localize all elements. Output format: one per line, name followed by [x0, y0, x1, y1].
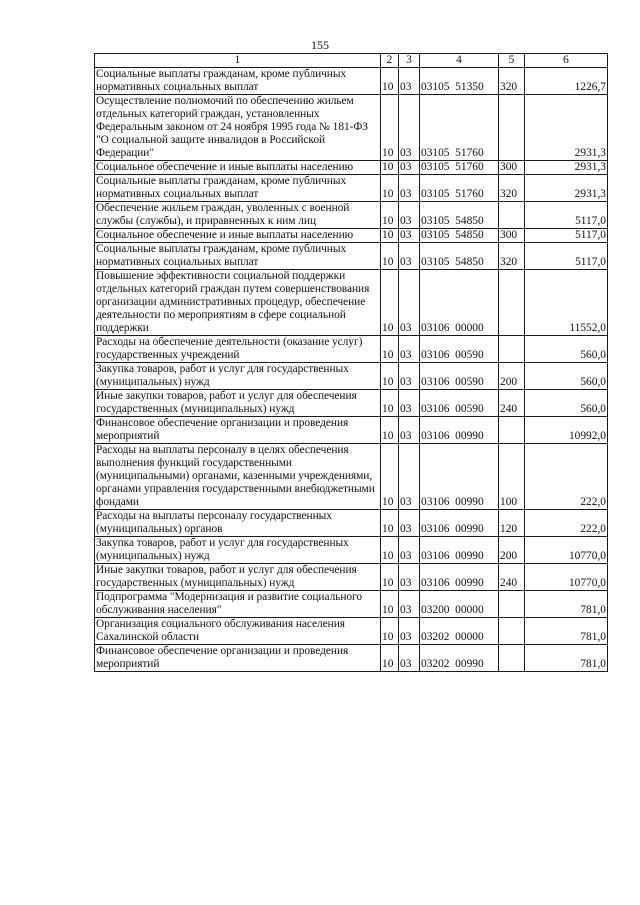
row-expense-type: 240	[499, 390, 525, 417]
table-row	[95, 229, 608, 243]
row-subsection: 03	[399, 95, 420, 161]
row-target-article: 03106 00990	[420, 537, 499, 564]
row-name: Закупка товаров, работ и услуг для государственных (муниципальных) нужд	[95, 363, 381, 390]
row-amount: 781,0	[525, 591, 608, 618]
row-section: 10	[381, 591, 399, 618]
row-subsection: 03	[399, 363, 420, 390]
header-col-5: 5	[499, 54, 525, 68]
row-subsection: 03	[399, 417, 420, 444]
row-subsection: 03	[399, 202, 420, 229]
row-section: 10	[381, 161, 399, 175]
header-col-3: 3	[399, 54, 420, 68]
row-section: 10	[381, 417, 399, 444]
table-row	[95, 202, 608, 229]
row-name: Иные закупки товаров, работ и услуг для обеспечения государственных (муниципальных) нужд	[95, 564, 381, 591]
row-target-article: 03202 00990	[420, 645, 499, 672]
row-subsection: 03	[399, 390, 420, 417]
row-amount: 560,0	[525, 390, 608, 417]
row-expense-type: 240	[499, 564, 525, 591]
row-expense-type: 300	[499, 229, 525, 243]
row-expense-type: 320	[499, 175, 525, 202]
row-subsection: 03	[399, 618, 420, 645]
row-amount: 1226,7	[525, 68, 608, 95]
row-target-article: 03105 51350	[420, 68, 499, 95]
row-section: 10	[381, 564, 399, 591]
row-amount: 10770,0	[525, 537, 608, 564]
row-name: Финансовое обеспечение организации и проведения мероприятий	[95, 417, 381, 444]
row-name: Социальные выплаты гражданам, кроме публичных нормативных социальных выплат	[95, 175, 381, 202]
row-section: 10	[381, 68, 399, 95]
row-name: Социальные выплаты гражданам, кроме публичных нормативных социальных выплат	[95, 68, 381, 95]
header-col-1: 1	[95, 54, 381, 68]
row-expense-type	[499, 618, 525, 645]
row-expense-type	[499, 417, 525, 444]
row-section: 10	[381, 645, 399, 672]
row-section: 10	[381, 618, 399, 645]
row-name: Финансовое обеспечение организации и проведения мероприятий	[95, 645, 381, 672]
row-section: 10	[381, 336, 399, 363]
row-amount: 5117,0	[525, 229, 608, 243]
row-target-article: 03106 00590	[420, 336, 499, 363]
row-section: 10	[381, 363, 399, 390]
row-amount: 5117,0	[525, 202, 608, 229]
row-expense-type: 100	[499, 444, 525, 510]
row-expense-type	[499, 95, 525, 161]
row-subsection: 03	[399, 537, 420, 564]
table-row	[95, 175, 608, 202]
table-row	[95, 591, 608, 618]
row-name: Социальное обеспечение и иные выплаты населению	[95, 229, 381, 243]
row-target-article: 03200 00000	[420, 591, 499, 618]
row-amount: 222,0	[525, 444, 608, 510]
row-expense-type: 320	[499, 243, 525, 270]
table-row	[95, 645, 608, 672]
row-name: Расходы на выплаты персоналу в целях обеспечения выполнения функций государственными (муниципальными) органами, казенными учреждениями, органами управления государственными внебюджетными фондами	[95, 444, 381, 510]
row-expense-type: 200	[499, 537, 525, 564]
row-amount: 560,0	[525, 363, 608, 390]
row-subsection: 03	[399, 229, 420, 243]
table-row	[95, 390, 608, 417]
table-row	[95, 537, 608, 564]
table-row	[95, 336, 608, 363]
header-row	[95, 54, 608, 68]
row-amount: 5117,0	[525, 243, 608, 270]
row-expense-type: 200	[499, 363, 525, 390]
table-row	[95, 363, 608, 390]
row-subsection: 03	[399, 336, 420, 363]
row-amount: 2931,3	[525, 175, 608, 202]
table-row	[95, 618, 608, 645]
table-row	[95, 510, 608, 537]
table-row	[95, 161, 608, 175]
row-expense-type	[499, 645, 525, 672]
row-target-article: 03105 51760	[420, 95, 499, 161]
row-subsection: 03	[399, 591, 420, 618]
row-subsection: 03	[399, 68, 420, 95]
row-subsection: 03	[399, 270, 420, 336]
row-expense-type: 320	[499, 68, 525, 95]
row-amount: 781,0	[525, 645, 608, 672]
table-row	[95, 564, 608, 591]
row-target-article: 03105 51760	[420, 161, 499, 175]
row-section: 10	[381, 390, 399, 417]
row-name: Расходы на выплаты персоналу государственных (муниципальных) органов	[95, 510, 381, 537]
header-col-6: 6	[525, 54, 608, 68]
row-name: Иные закупки товаров, работ и услуг для обеспечения государственных (муниципальных) нужд	[95, 390, 381, 417]
row-expense-type: 300	[499, 161, 525, 175]
row-target-article: 03202 00000	[420, 618, 499, 645]
header-col-2: 2	[381, 54, 399, 68]
row-target-article: 03105 54850	[420, 202, 499, 229]
table-row	[95, 68, 608, 95]
row-name: Расходы на обеспечение деятельности (оказание услуг) государственных учреждений	[95, 336, 381, 363]
row-subsection: 03	[399, 645, 420, 672]
header-col-4: 4	[420, 54, 499, 68]
row-section: 10	[381, 243, 399, 270]
row-name: Подпрограмма "Модернизация и развитие социального обслуживания населения"	[95, 591, 381, 618]
table-row	[95, 95, 608, 161]
row-section: 10	[381, 175, 399, 202]
row-section: 10	[381, 229, 399, 243]
row-target-article: 03105 51760	[420, 175, 499, 202]
row-name: Закупка товаров, работ и услуг для государственных (муниципальных) нужд	[95, 537, 381, 564]
row-target-article: 03106 00590	[420, 390, 499, 417]
row-amount: 560,0	[525, 336, 608, 363]
table-row	[95, 243, 608, 270]
row-target-article: 03106 00990	[420, 417, 499, 444]
row-amount: 2931,3	[525, 161, 608, 175]
row-name: Повышение эффективности социальной поддержки отдельных категорий граждан путем совершенствования организации административных процедур, обеспечение деятельности по мероприятиям в сфере социальной поддержки	[95, 270, 381, 336]
row-target-article: 03106 00990	[420, 510, 499, 537]
row-expense-type	[499, 591, 525, 618]
row-section: 10	[381, 510, 399, 537]
row-expense-type	[499, 336, 525, 363]
row-subsection: 03	[399, 175, 420, 202]
row-amount: 10770,0	[525, 564, 608, 591]
row-subsection: 03	[399, 564, 420, 591]
row-target-article: 03106 00990	[420, 564, 499, 591]
row-subsection: 03	[399, 444, 420, 510]
row-section: 10	[381, 270, 399, 336]
row-name: Социальные выплаты гражданам, кроме публичных нормативных социальных выплат	[95, 243, 381, 270]
row-subsection: 03	[399, 510, 420, 537]
row-name: Осуществление полномочий по обеспечению жильем отдельных категорий граждан, установленных Федеральным законом от 24 ноября 1995 года № 181-ФЗ "О социальной защите инвалидов в Российской Федерации"	[95, 95, 381, 161]
row-expense-type	[499, 270, 525, 336]
row-target-article: 03105 54850	[420, 229, 499, 243]
row-amount: 222,0	[525, 510, 608, 537]
row-section: 10	[381, 444, 399, 510]
row-name: Обеспечение жильем граждан, уволенных с военной службы (службы), и приравненных к ним лиц	[95, 202, 381, 229]
row-name: Социальное обеспечение и иные выплаты населению	[95, 161, 381, 175]
table-row	[95, 444, 608, 510]
row-subsection: 03	[399, 243, 420, 270]
row-expense-type: 120	[499, 510, 525, 537]
budget-table	[94, 53, 608, 672]
row-amount: 11552,0	[525, 270, 608, 336]
row-section: 10	[381, 202, 399, 229]
row-amount: 2931,3	[525, 95, 608, 161]
row-expense-type	[499, 202, 525, 229]
row-section: 10	[381, 537, 399, 564]
row-target-article: 03106 00590	[420, 363, 499, 390]
row-target-article: 03106 00000	[420, 270, 499, 336]
row-section: 10	[381, 95, 399, 161]
page-number: 155	[311, 38, 329, 52]
row-name: Организация социального обслуживания населения Сахалинской области	[95, 618, 381, 645]
row-target-article: 03105 54850	[420, 243, 499, 270]
row-target-article: 03106 00990	[420, 444, 499, 510]
table-row	[95, 270, 608, 336]
table-row	[95, 417, 608, 444]
row-amount: 781,0	[525, 618, 608, 645]
row-amount: 10992,0	[525, 417, 608, 444]
row-subsection: 03	[399, 161, 420, 175]
